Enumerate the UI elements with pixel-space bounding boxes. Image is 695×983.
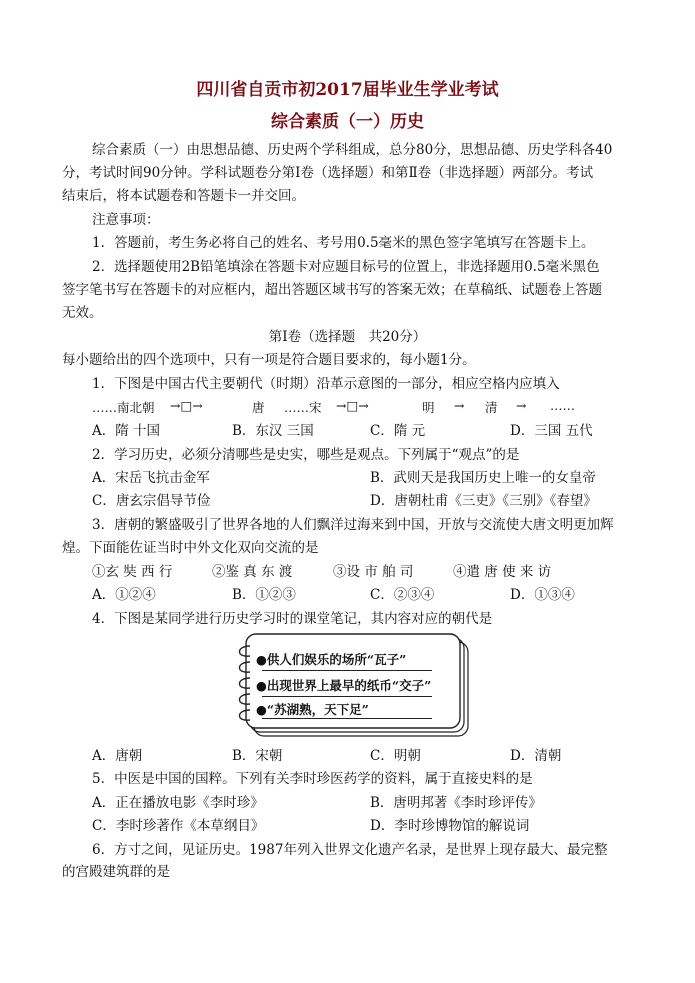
- seq-item: ……宋: [284, 400, 322, 415]
- document-title: 四川省自贡市初2017届毕业生学业考试: [196, 80, 499, 100]
- q4-option-a: A．唐朝: [92, 748, 143, 764]
- q5-option-b: B．唐明邦著《李时珍评传》: [370, 795, 542, 811]
- note-rule: [262, 670, 432, 671]
- seq-item: ……: [550, 398, 575, 413]
- q3-option-d: D．①③④: [510, 587, 575, 603]
- q2-stem: 2．学习历史，必须分清哪些是史实，哪些是观点。下列属于“观点”的是: [92, 447, 520, 463]
- seq-item: 明: [422, 400, 435, 415]
- q4-option-c: C．明朝: [370, 748, 421, 764]
- note-item-3: ●“苏湖熟，天下足”: [256, 702, 369, 717]
- q1-option-d: D．三国 五代: [510, 423, 593, 439]
- q3-item-2: ②鉴 真 东 渡: [212, 564, 293, 580]
- q5-stem: 5．中医是中国的国粹。下列有关李时珍医药学的资料，属于直接史料的是: [92, 771, 533, 787]
- seq-item: 清: [485, 400, 498, 415]
- q2-option-d: D．唐朝杜甫《三吏》《三别》《春望》: [370, 493, 597, 509]
- q3-stem-line-1: 3．唐朝的繁盛吸引了世界各地的人们飘洋过海来到中国，开放与交流使大唐文明更加辉: [92, 517, 614, 533]
- q3-stem-line-2: 煌。下面能佐证当时中外文化双向交流的是: [62, 540, 319, 556]
- q3-option-a: A．①②④: [92, 587, 156, 603]
- q2-option-c: C．唐玄宗倡导节俭: [92, 493, 211, 509]
- intro-line-2: 分，考试时间90分钟。学科试题卷分第Ⅰ卷（选择题）和第Ⅱ卷（非选择题）两部分。考试: [62, 165, 594, 181]
- note-rule: [262, 718, 432, 719]
- q4-stem: 4．下图是某同学进行历史学习时的课堂笔记，其内容对应的朝代是: [92, 611, 493, 627]
- note-item-2: ●出现世界上最早的纸币“交子”: [256, 678, 432, 693]
- seq-item: 唐: [252, 400, 265, 415]
- intro-line-1: 综合素质（一）由思想品德、历史两个学科组成，总分80分，思想品德、历史学科各40: [92, 142, 613, 158]
- seq-item: →□→: [170, 398, 203, 413]
- notice-line-2: 2．选择题使用2B铅笔填涂在答题卡对应题目标号的位置上，非选择题用0.5毫米黑色: [92, 259, 600, 275]
- note-item-1: ●供人们娱乐的场所“瓦子”: [256, 652, 407, 667]
- q1-option-b: B．东汉 三国: [232, 423, 314, 439]
- notice-heading: 注意事项：: [92, 212, 160, 228]
- seq-item: →: [454, 398, 465, 413]
- section-heading: 第Ⅰ卷（选择题 共20分）: [268, 329, 427, 345]
- q6-stem-line-2: 的宫殿建筑群的是: [62, 864, 170, 880]
- notice-line-4: 无效。: [62, 305, 103, 321]
- q3-item-1: ①玄 奘 西 行: [92, 564, 173, 580]
- q5-option-c: C．李时珍著作《本草纲目》: [92, 818, 265, 834]
- q3-option-c: C．②③④: [370, 587, 435, 603]
- q2-option-a: A．宋岳飞抗击金军: [92, 470, 210, 486]
- document-subtitle: 综合素质（一）历史: [271, 112, 424, 132]
- q2-option-b: B．武则天是我国历史上唯一的女皇帝: [370, 470, 596, 486]
- q1-stem: 1．下图是中国古代主要朝代（时期）沿革示意图的一部分，相应空格内应填入: [92, 376, 560, 392]
- intro-line-3: 结束后，将本试题卷和答题卡一并交回。: [62, 188, 305, 204]
- notice-line-3: 签字笔书写在答题卡的对应框内，超出答题区域书写的答案无效；在草稿纸、试题卷上答题: [62, 282, 602, 298]
- notebook-figure: [226, 632, 472, 738]
- q4-option-d: D．清朝: [510, 748, 562, 764]
- q1-option-c: C．隋 元: [370, 423, 426, 439]
- seq-item: ……南北朝: [92, 400, 155, 415]
- seq-item: →: [516, 398, 527, 413]
- q1-option-a: A．隋 十国: [92, 423, 161, 439]
- notice-line-1: 1．答题前，考生务必将自己的姓名、考号用0.5毫米的黑色签字笔填写在答题卡上。: [92, 235, 595, 251]
- q4-option-b: B．宋朝: [232, 748, 283, 764]
- q3-item-3: ③设 市 舶 司: [333, 564, 414, 580]
- q5-option-d: D．李时珍博物馆的解说词: [370, 818, 530, 834]
- note-rule: [262, 696, 432, 697]
- q3-option-b: B．①②③: [232, 587, 296, 603]
- section-instruction: 每小题给出的四个选项中，只有一项是符合题目要求的，每小题1分。: [62, 352, 476, 368]
- q3-item-4: ④遣 唐 使 来 访: [453, 564, 552, 580]
- q6-stem-line-1: 6．方寸之间，见证历史。1987年列入世界文化遗产名录，是世界上现存最大、最完整: [92, 842, 608, 858]
- seq-item: →□→: [336, 398, 369, 413]
- q5-option-a: A．正在播放电影《李时珍》: [92, 795, 264, 811]
